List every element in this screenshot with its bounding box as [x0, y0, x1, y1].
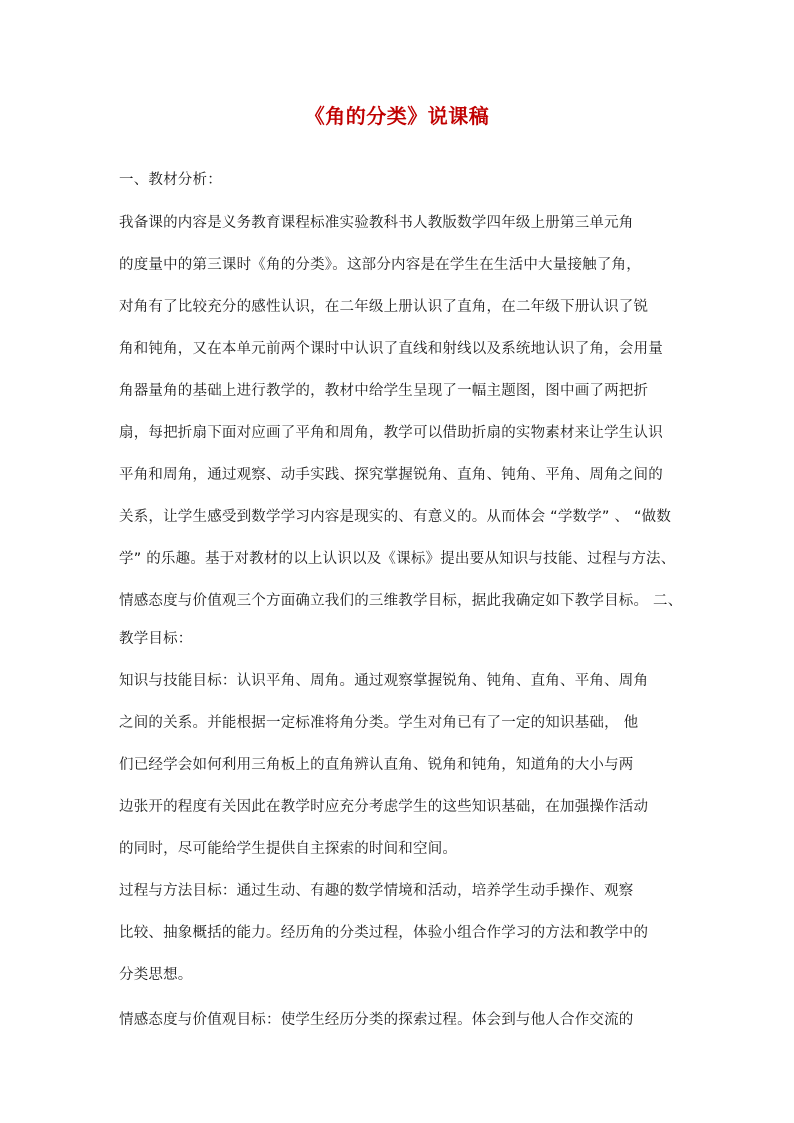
paragraph-line: 之间的关系。并能根据一定标准将角分类。学生对角已有了一定的知识基础， 他 — [119, 715, 639, 731]
paragraph-line: 过程与方法目标：通过生动、有趣的数学情境和活动，培养学生动手操作、观察 — [119, 883, 634, 899]
paragraph-line: 学” 的乐趣。基于对教材的以上认识以及《课标》提出要从知识与技能、过程与方法、 — [119, 551, 676, 567]
document-title: 《角的分类》说课稿 — [304, 104, 490, 128]
paragraph-line: 扇，每把折扇下面对应画了平角和周角，教学可以借助折扇的实物素材来让学生认识 — [119, 425, 663, 441]
paragraph-line: 平角和周角，通过观察、动手实践、探究掌握锐角、直角、钝角、平角、周角之间的 — [119, 467, 663, 483]
paragraph-line: 分类思想。 — [119, 967, 193, 983]
paragraph-line: 关系，让学生感受到数学学习内容是现实的、有意义的。从而体会 “学数学” 、 “做数 — [119, 509, 672, 525]
paragraph-line: 情感态度与价值观目标：使学生经历分类的探索过程。体会到与他人合作交流的 — [119, 1012, 634, 1028]
paragraph-line: 知识与技能目标：认识平角、周角。通过观察掌握锐角、钝角、直角、平角、周角 — [119, 673, 649, 689]
section-heading: 教学目标： — [119, 631, 193, 647]
paragraph-line: 比较、抽象概括的能力。经历角的分类过程，体验小组合作学习的方法和教学中的 — [119, 925, 649, 941]
paragraph-line: 们已经学会如何利用三角板上的直角辨认直角、锐角和钝角，知道角的大小与两 — [119, 757, 634, 773]
paragraph-line: 角和钝角，又在本单元前两个课时中认识了直线和射线以及系统地认识了角，会用量 — [119, 341, 663, 357]
paragraph-line: 对角有了比较充分的感性认识，在二年级上册认识了直角，在二年级下册认识了锐 — [119, 299, 649, 315]
section-heading: 一、教材分析： — [119, 172, 222, 188]
paragraph-line: 角器量角的基础上进行教学的，教材中给学生呈现了一幅主题图，图中画了两把折 — [119, 383, 649, 399]
paragraph-line: 的度量中的第三课时《角的分类》。这部分内容是在学生在生活中大量接触了角， — [119, 257, 641, 273]
paragraph-line: 的同时，尽可能给学生提供自主探索的时间和空间。 — [119, 841, 458, 857]
paragraph-line: 情感态度与价值观三个方面确立我们的三维教学目标，据此我确定如下教学目标。 二、 — [119, 593, 683, 609]
paragraph-line: 我备课的内容是义务教育课程标准实验教科书人教版数学四年级上册第三单元角 — [119, 215, 634, 231]
paragraph-line: 边张开的程度有关因此在教学时应充分考虑学生的这些知识基础，在加强操作活动 — [119, 799, 649, 815]
